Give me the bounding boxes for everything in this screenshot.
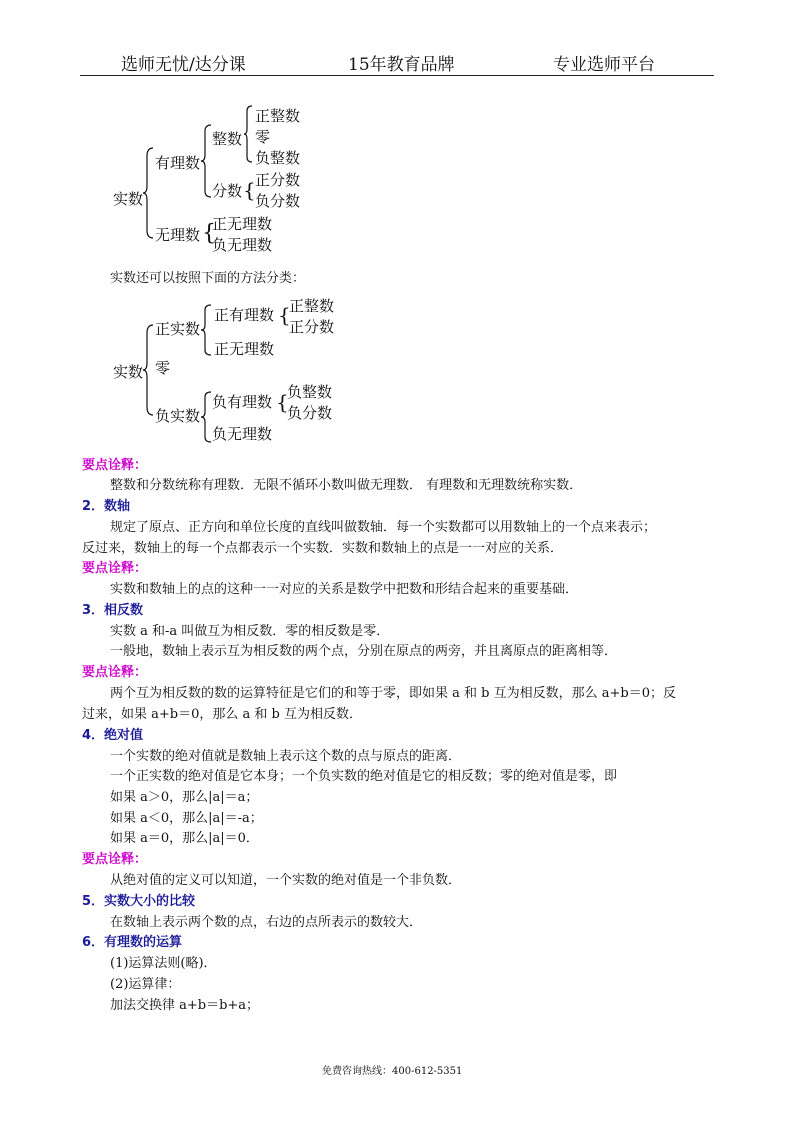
tree2-neg-real: 负实数: [155, 407, 201, 425]
para-4d: 如果 a＜0，那么|a|＝-a；: [110, 811, 263, 826]
header-right: 专业选师平台: [553, 55, 655, 75]
para-5: 在数轴上表示两个数的点，右边的点所表示的数较大．: [110, 915, 423, 930]
tree2-pos-real-brace: [203, 305, 213, 355]
tree2-pos-irr: 正无理数: [214, 340, 275, 358]
tree2-pos-real: 正实数: [155, 320, 201, 338]
tree1-fraction: 分数: [212, 182, 243, 200]
para-4a: 一个实数的绝对值就是数轴上表示这个数的点与原点的距离．: [110, 749, 462, 764]
tree2-intro: 实数还可以按照下面的方法分类：: [110, 271, 306, 286]
tree2-pos-frac: 正分数: [289, 318, 335, 336]
tree2-neg-irr: 负无理数: [212, 425, 273, 443]
tree2-neg-rational: 负有理数: [212, 393, 273, 411]
footer-hotline: 免费咨询热线：400-612-5351: [322, 1066, 463, 1077]
tree2-pos-int: 正整数: [289, 297, 335, 315]
tree1-neg-irr: 负无理数: [212, 236, 273, 254]
tree1-integer: 整数: [212, 130, 243, 148]
para-3a: 实数 a 和-a 叫做互为相反数．零的相反数是零．: [110, 624, 390, 639]
tree2-root-brace: [145, 325, 155, 415]
tree2-zero: 零: [155, 359, 171, 377]
tree1-pos-irr: 正无理数: [212, 215, 273, 233]
section-5-heading: 5．实数大小的比较: [82, 894, 196, 909]
para-3-note-1: 两个互为相反数的数的运算特征是它们的和等于零，即如果 a 和 b 互为相反数，那么 a+b＝0；反: [110, 686, 676, 701]
para-4e: 如果 a＝0，那么|a|＝0．: [110, 831, 259, 846]
note-label-2: 要点诠释：: [82, 561, 148, 576]
para-3-note-2: 过来，如果 a+b＝0，那么 a 和 b 互为相反数．: [82, 707, 362, 722]
tree1-pos-int: 正整数: [255, 107, 301, 125]
tree2-pos-rational: 正有理数: [214, 306, 275, 324]
tree1-root: 实数: [113, 190, 144, 208]
para-6c: 加法交换律 a+b＝b+a；: [110, 998, 260, 1013]
tree1-fraction-brace: {: [243, 178, 256, 202]
para-2a: 规定了原点、正方向和单位长度的直线叫做数轴．每一个实数都可以用数轴上的一个点来表示；: [110, 520, 657, 535]
para-6a: (1)运算法则(略)．: [110, 956, 217, 971]
tree1-neg-int: 负整数: [255, 149, 301, 167]
tree1-rational: 有理数: [155, 154, 201, 172]
section-2-heading: 2．数轴: [82, 499, 131, 514]
header-left: 选师无忧/达分课: [121, 55, 246, 75]
tree1-pos-frac: 正分数: [255, 171, 301, 189]
note-label-1: 要点诠释：: [82, 458, 148, 473]
tree1-irrational: 无理数: [155, 226, 201, 244]
para-4b: 一个正实数的绝对值是它本身；一个负实数的绝对值是它的相反数；零的绝对值是零，即: [110, 769, 618, 784]
para-4-note: 从绝对值的定义可以知道，一个实数的绝对值是一个非负数．: [110, 873, 462, 888]
tree2-root: 实数: [113, 363, 144, 381]
section-3-heading: 3．相反数: [82, 603, 144, 618]
tree1-irrational-brace: {: [202, 221, 216, 246]
header-rule: [80, 75, 714, 76]
para-2b: 反过来，数轴上的每一个点都表示一个实数．实数和数轴上的点是一一对应的关系．: [82, 541, 564, 556]
tree1-neg-frac: 负分数: [255, 192, 301, 210]
header-center: 15年教育品牌: [348, 55, 455, 75]
tree1-zero: 零: [255, 128, 271, 146]
para-4c: 如果 a＞0，那么|a|＝a；: [110, 790, 259, 805]
para-3b: 一般地，数轴上表示互为相反数的两个点，分别在原点的两旁，并且离原点的距离相等．: [110, 644, 618, 659]
section-6-heading: 6．有理数的运算: [82, 935, 183, 950]
note-label-4: 要点诠释：: [82, 852, 148, 867]
tree2-neg-frac: 负分数: [287, 404, 333, 422]
note-label-3: 要点诠释：: [82, 665, 148, 680]
section-4-heading: 4．绝对值: [82, 728, 144, 743]
para-1: 整数和分数统称有理数．无限不循环小数叫做无理数． 有理数和无理数统称实数．: [110, 478, 583, 493]
para-6b: (2)运算律：: [110, 977, 181, 992]
tree2-neg-int: 负整数: [287, 383, 333, 401]
tree1-integer-brace: [245, 106, 253, 162]
tree2-neg-rational-brace: {: [276, 390, 289, 414]
tree2-pos-rational-brace: {: [278, 303, 291, 327]
para-2-note: 实数和数轴上的点的这种一一对应的关系是数学中把数和形结合起来的重要基础．: [110, 582, 579, 597]
tree1-root-brace: [145, 148, 155, 238]
